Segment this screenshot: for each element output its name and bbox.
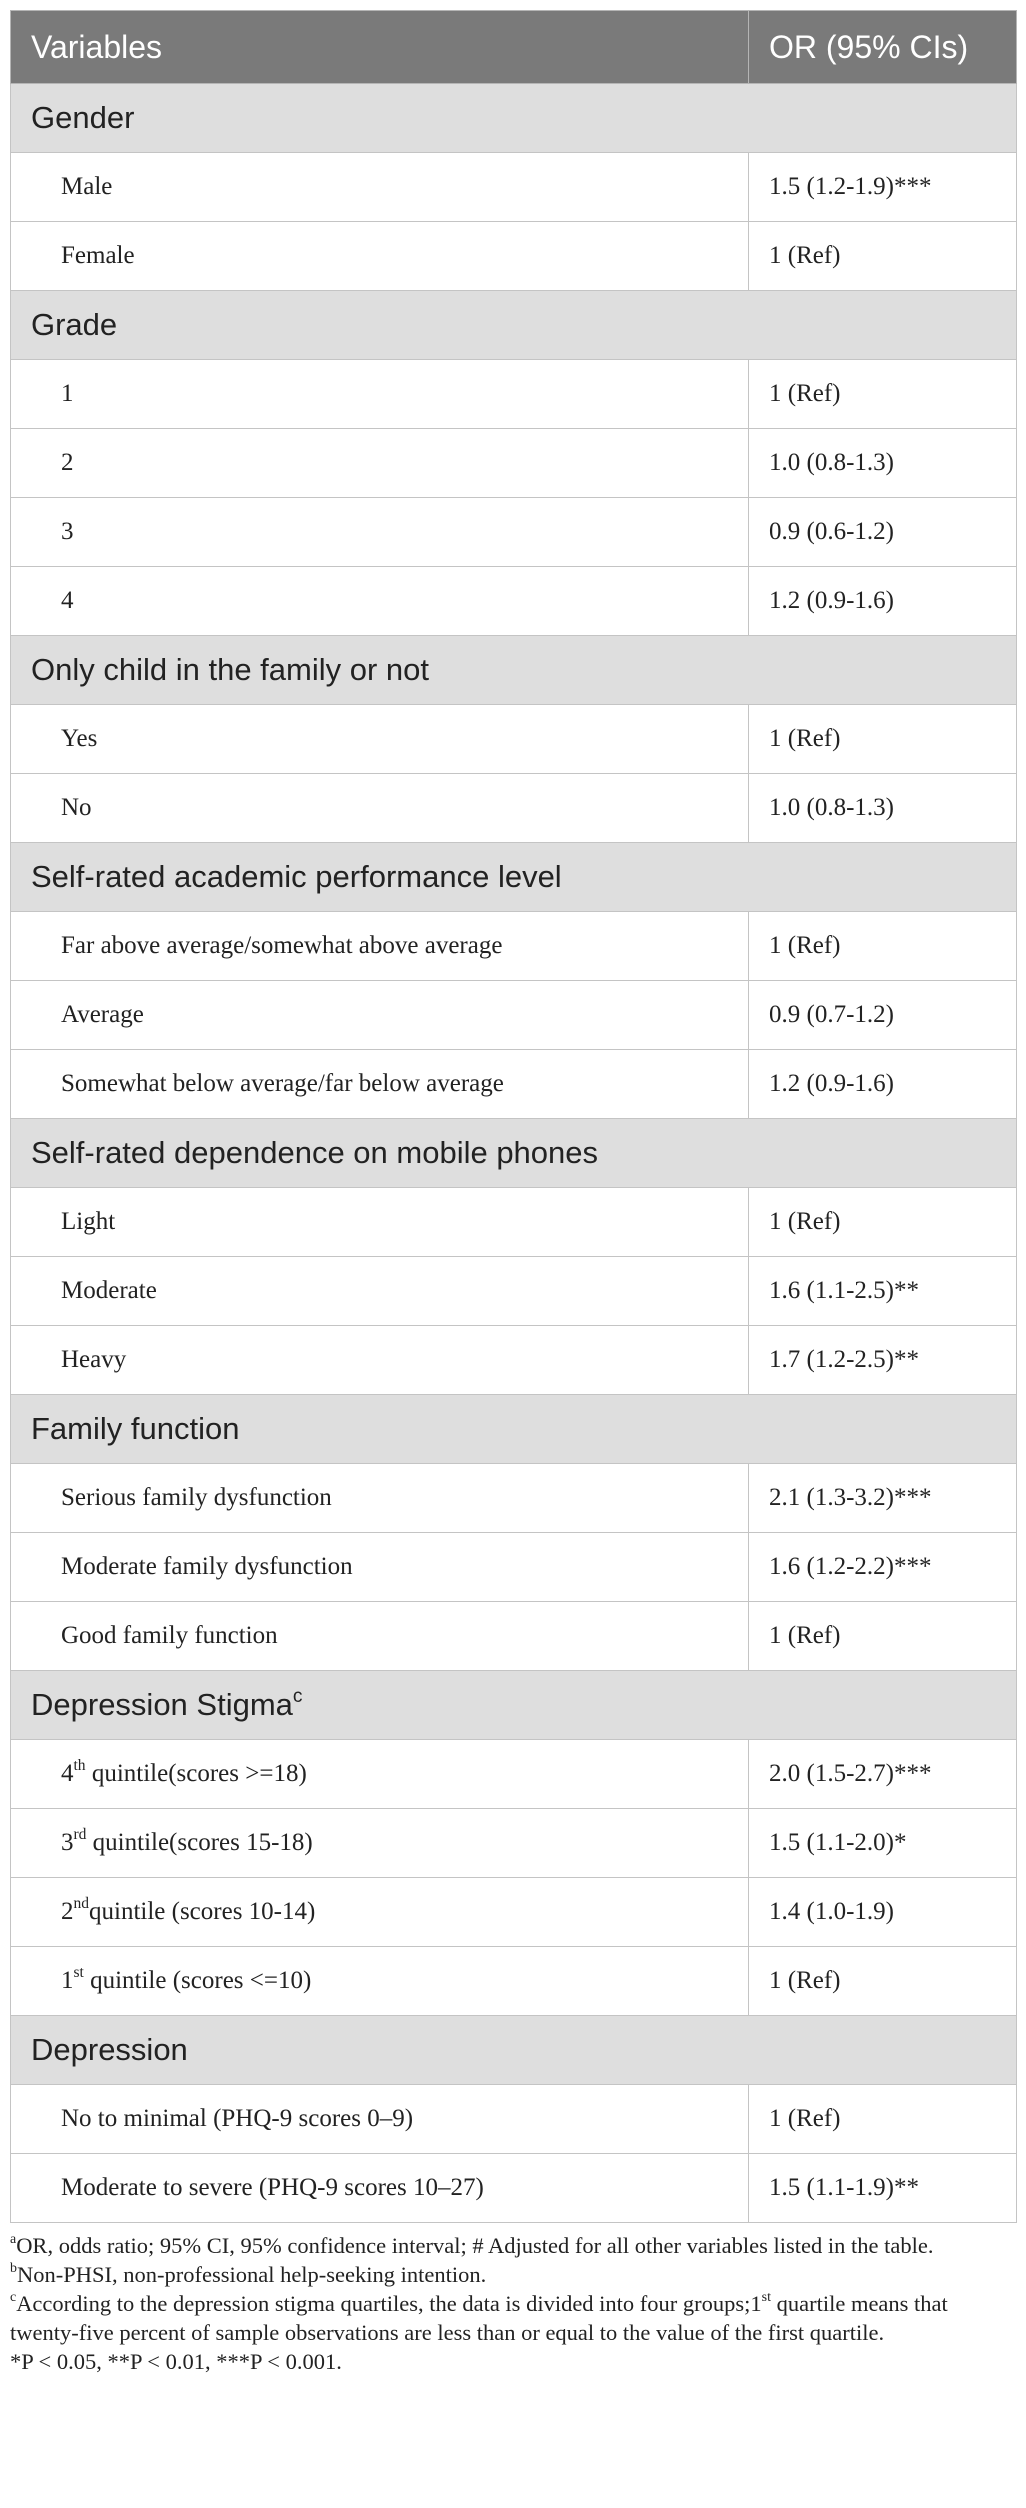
footnote [10,2260,1016,2289]
footnote-marker: b [10,2261,17,2277]
group-row [11,1671,1017,1740]
variable-cell [11,1326,749,1395]
table-row [11,912,1017,981]
variable-label-rest: quintile (scores <=10) [83,1967,312,1994]
or-cell: 1.2 (0.9-1.6) [749,1050,1017,1119]
table-row [11,1188,1017,1257]
group-title-text: Depression [31,2032,188,2067]
group-title [11,2016,1017,2085]
variable-label: Average [61,1001,144,1028]
variable-label: 4 [61,587,74,614]
variable-label-superscript: nd [73,1895,89,1913]
group-title [11,1119,1017,1188]
group-title [11,1671,1017,1740]
or-cell: 1.7 (1.2-2.5)** [749,1326,1017,1395]
variable-label: 4 [61,1760,74,1787]
table-row [11,2154,1017,2223]
table-row [11,1947,1017,2016]
footnote-marker: c [10,2290,17,2306]
group-title-text: Depression Stigma [31,1687,293,1722]
footnote [10,2289,1016,2347]
group-title [11,636,1017,705]
variable-cell [11,429,749,498]
group-title-text: Only child in the family or not [31,652,430,687]
footnotes [10,2231,1016,2376]
variable-cell [11,2085,749,2154]
variable-cell [11,498,749,567]
variable-label: Male [61,173,113,200]
or-cell: 1.0 (0.8-1.3) [749,429,1017,498]
variable-cell [11,1533,749,1602]
variable-label: 2 [61,449,74,476]
or-cell: 1.6 (1.1-2.5)** [749,1257,1017,1326]
variable-cell [11,360,749,429]
or-cell: 1 (Ref) [749,1947,1017,2016]
variable-cell [11,912,749,981]
table-row [11,774,1017,843]
variable-label: Yes [61,725,98,752]
or-cell: 0.9 (0.6-1.2) [749,498,1017,567]
group-row [11,1395,1017,1464]
table-row [11,360,1017,429]
group-title-superscript: c [292,1685,303,1707]
table-row [11,567,1017,636]
variable-label-rest: quintile (scores 10-14) [89,1898,316,1925]
table-row [11,1050,1017,1119]
or-cell: 1 (Ref) [749,912,1017,981]
table-row [11,1809,1017,1878]
variable-cell [11,1878,749,1947]
variable-cell [11,567,749,636]
table-body [11,84,1017,2223]
group-row [11,636,1017,705]
footnote-text: OR, odds ratio; 95% CI, 95% confidence interval; # Adjusted for all other variables listed in the table. [16,2233,934,2258]
table-row [11,1533,1017,1602]
footnote-text-rest: quartile means that twenty-five percent of sample observations are less than or equal to the value of the first quartile. [10,2291,948,2345]
variable-label: No to minimal (PHQ-9 scores 0–9) [61,2105,414,2132]
variable-cell [11,774,749,843]
table-row [11,1740,1017,1809]
footnote-inline-superscript: st [761,2290,771,2306]
or-cell: 1.4 (1.0-1.9) [749,1878,1017,1947]
variable-cell [11,1740,749,1809]
group-row [11,291,1017,360]
group-title-text: Self-rated academic performance level [31,859,562,894]
variable-label-superscript: st [73,1964,84,1982]
group-title-text: Family function [31,1411,240,1446]
or-cell: 1 (Ref) [749,1602,1017,1671]
variable-label: Somewhat below average/far below average [61,1070,504,1097]
group-title-text: Grade [31,307,118,342]
variable-label: 1 [61,380,74,407]
or-cell: 1.2 (0.9-1.6) [749,567,1017,636]
variable-label: 2 [61,1898,74,1925]
or-cell: 1.5 (1.1-2.0)* [749,1809,1017,1878]
or-cell: 1.0 (0.8-1.3) [749,774,1017,843]
variable-cell [11,1464,749,1533]
variable-label: 3 [61,518,74,545]
or-cell: 1.5 (1.1-1.9)** [749,2154,1017,2223]
variable-cell [11,1809,749,1878]
variable-label: 1 [61,1967,74,1994]
table-row [11,429,1017,498]
or-cell: 2.0 (1.5-2.7)*** [749,1740,1017,1809]
variable-cell [11,222,749,291]
variable-cell [11,153,749,222]
table-row [11,2085,1017,2154]
variable-label: Far above average/somewhat above average [61,932,503,959]
group-title-text: Self-rated dependence on mobile phones [31,1135,599,1170]
group-title [11,843,1017,912]
footnote [10,2347,1016,2376]
footnote-text: *P < 0.05, **P < 0.01, ***P < 0.001. [10,2349,342,2374]
variable-label: Moderate to severe (PHQ-9 scores 10–27) [61,2174,484,2201]
table-row [11,1602,1017,1671]
variable-label-superscript: rd [73,1826,87,1844]
or-cell: 1.6 (1.2-2.2)*** [749,1533,1017,1602]
or-cell: 1 (Ref) [749,1188,1017,1257]
variable-label: Female [61,242,135,269]
variable-label-rest: quintile(scores >=18) [85,1760,307,1787]
table-header [11,11,1017,84]
table-row [11,153,1017,222]
footnote [10,2231,1016,2260]
table-row [11,222,1017,291]
variable-label: 3 [61,1829,74,1856]
header-or: OR (95% CIs) [749,11,1017,84]
table-row [11,1257,1017,1326]
or-cell: 1 (Ref) [749,2085,1017,2154]
document [10,10,1016,2376]
or-cell: 2.1 (1.3-3.2)*** [749,1464,1017,1533]
variable-label-superscript: th [73,1757,86,1775]
group-row [11,2016,1017,2085]
group-title [11,84,1017,153]
group-title-text: Gender [31,100,135,135]
variable-cell [11,705,749,774]
table-row [11,1464,1017,1533]
variable-cell [11,1947,749,2016]
variable-cell [11,1602,749,1671]
table-row [11,705,1017,774]
variable-cell [11,2154,749,2223]
or-cell: 1 (Ref) [749,705,1017,774]
variable-label: Light [61,1208,116,1235]
group-row [11,843,1017,912]
variable-cell [11,1257,749,1326]
header-variables: Variables [11,11,749,84]
variable-label: Moderate [61,1277,157,1304]
variable-label: Moderate family dysfunction [61,1553,353,1580]
variable-label-rest: quintile(scores 15-18) [86,1829,313,1856]
or-cell: 1.5 (1.2-1.9)*** [749,153,1017,222]
table-row [11,1878,1017,1947]
or-cell: 1 (Ref) [749,222,1017,291]
variable-cell [11,1188,749,1257]
table-row [11,981,1017,1050]
variable-label: Heavy [61,1346,127,1373]
table-row [11,498,1017,567]
variable-label: No [61,794,92,821]
group-title [11,291,1017,360]
table-row [11,1326,1017,1395]
or-cell: 0.9 (0.7-1.2) [749,981,1017,1050]
variable-cell [11,981,749,1050]
group-title [11,1395,1017,1464]
variable-label: Good family function [61,1622,278,1649]
group-row [11,1119,1017,1188]
or-cell: 1 (Ref) [749,360,1017,429]
variable-label: Serious family dysfunction [61,1484,332,1511]
footnote-text: According to the depression stigma quartiles, the data is divided into four groups;1 [16,2291,762,2316]
footnote-text: Non-PHSI, non-professional help-seeking intention. [16,2262,487,2287]
footnote-marker: a [10,2232,17,2248]
odds-ratio-table [10,10,1017,2223]
variable-cell [11,1050,749,1119]
group-row [11,84,1017,153]
